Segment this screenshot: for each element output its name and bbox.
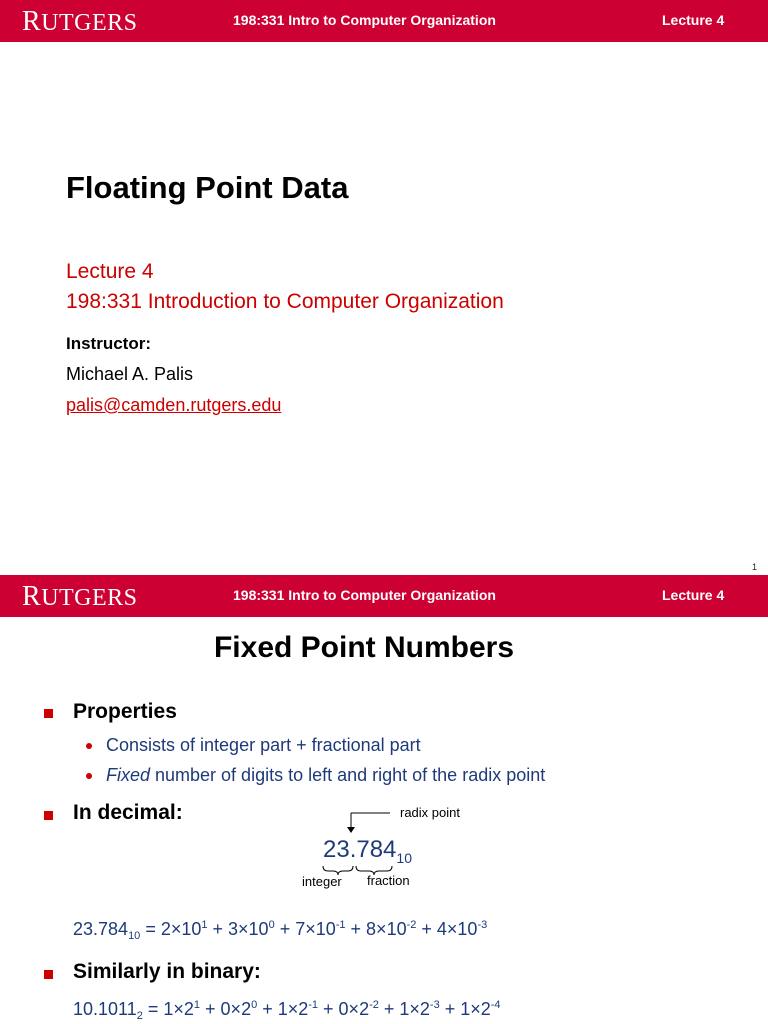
header-lecture: Lecture 4	[662, 587, 725, 603]
radix-point-label: radix point	[400, 805, 460, 820]
bullet-in-decimal: In decimal:	[73, 801, 183, 824]
example-number	[323, 836, 412, 866]
header-course: 198:331 Intro to Computer Organization	[233, 587, 496, 603]
slide-title: Floating Point Data	[66, 170, 349, 205]
decimal-expansion-formula: $23.784_{10} = 2\times 10^1 + 3\times 10^0 + 7\times 10^{-1} + 8\times 10^{-2} + 4\times 10^{-3}$	[73, 919, 488, 942]
fixed-emphasis: Fixed	[106, 765, 151, 785]
fixed-rest: number of digits to left and right of the radix point	[150, 765, 546, 785]
slide-header	[0, 575, 768, 617]
course-name: 198:331 Introduction to Computer Organization	[66, 290, 504, 313]
bullet-in-binary: Similarly in binary:	[73, 960, 261, 983]
example-number-value: 23.784	[323, 836, 397, 863]
radix-point-diagram	[290, 800, 510, 900]
instructor-label: Instructor:	[66, 334, 151, 353]
bullet-square-icon	[44, 709, 53, 718]
example-number-base: 10	[396, 850, 412, 866]
slide-header	[0, 0, 768, 42]
instructor-email-link[interactable]: palis@camden.rutgers.edu	[66, 395, 282, 415]
header-course: 198:331 Intro to Computer Organization	[233, 12, 496, 28]
page-number: 1	[752, 562, 758, 572]
fraction-label: fraction	[367, 873, 410, 888]
header-lecture: Lecture 4	[662, 12, 725, 28]
bullet-dot-icon	[86, 773, 92, 779]
sub-bullet-fixed-digits	[106, 765, 545, 786]
sub-bullet-integer-fraction: Consists of integer part + fractional part	[106, 735, 421, 755]
rutgers-logo: RUTGERS	[22, 6, 138, 37]
integer-label: integer	[302, 874, 342, 889]
lecture-label: Lecture 4	[66, 260, 154, 283]
content-slide	[0, 575, 768, 1024]
binary-expansion-formula: $10.1011_2 = 1\times 2^1 + 0\times 2^0 + 1\times 2^{-1} + 0\times 2^{-2} + 1\times 2^{-3} + 1\times 2^{-4}$	[73, 999, 501, 1022]
instructor-name: Michael A. Palis	[66, 364, 194, 384]
rutgers-logo: RUTGERS	[22, 581, 138, 612]
bullet-dot-icon	[86, 743, 92, 749]
bullet-square-icon	[44, 970, 53, 979]
bullet-square-icon	[44, 811, 53, 820]
bullet-properties: Properties	[73, 700, 177, 723]
slide-title: Fixed Point Numbers	[213, 631, 515, 664]
